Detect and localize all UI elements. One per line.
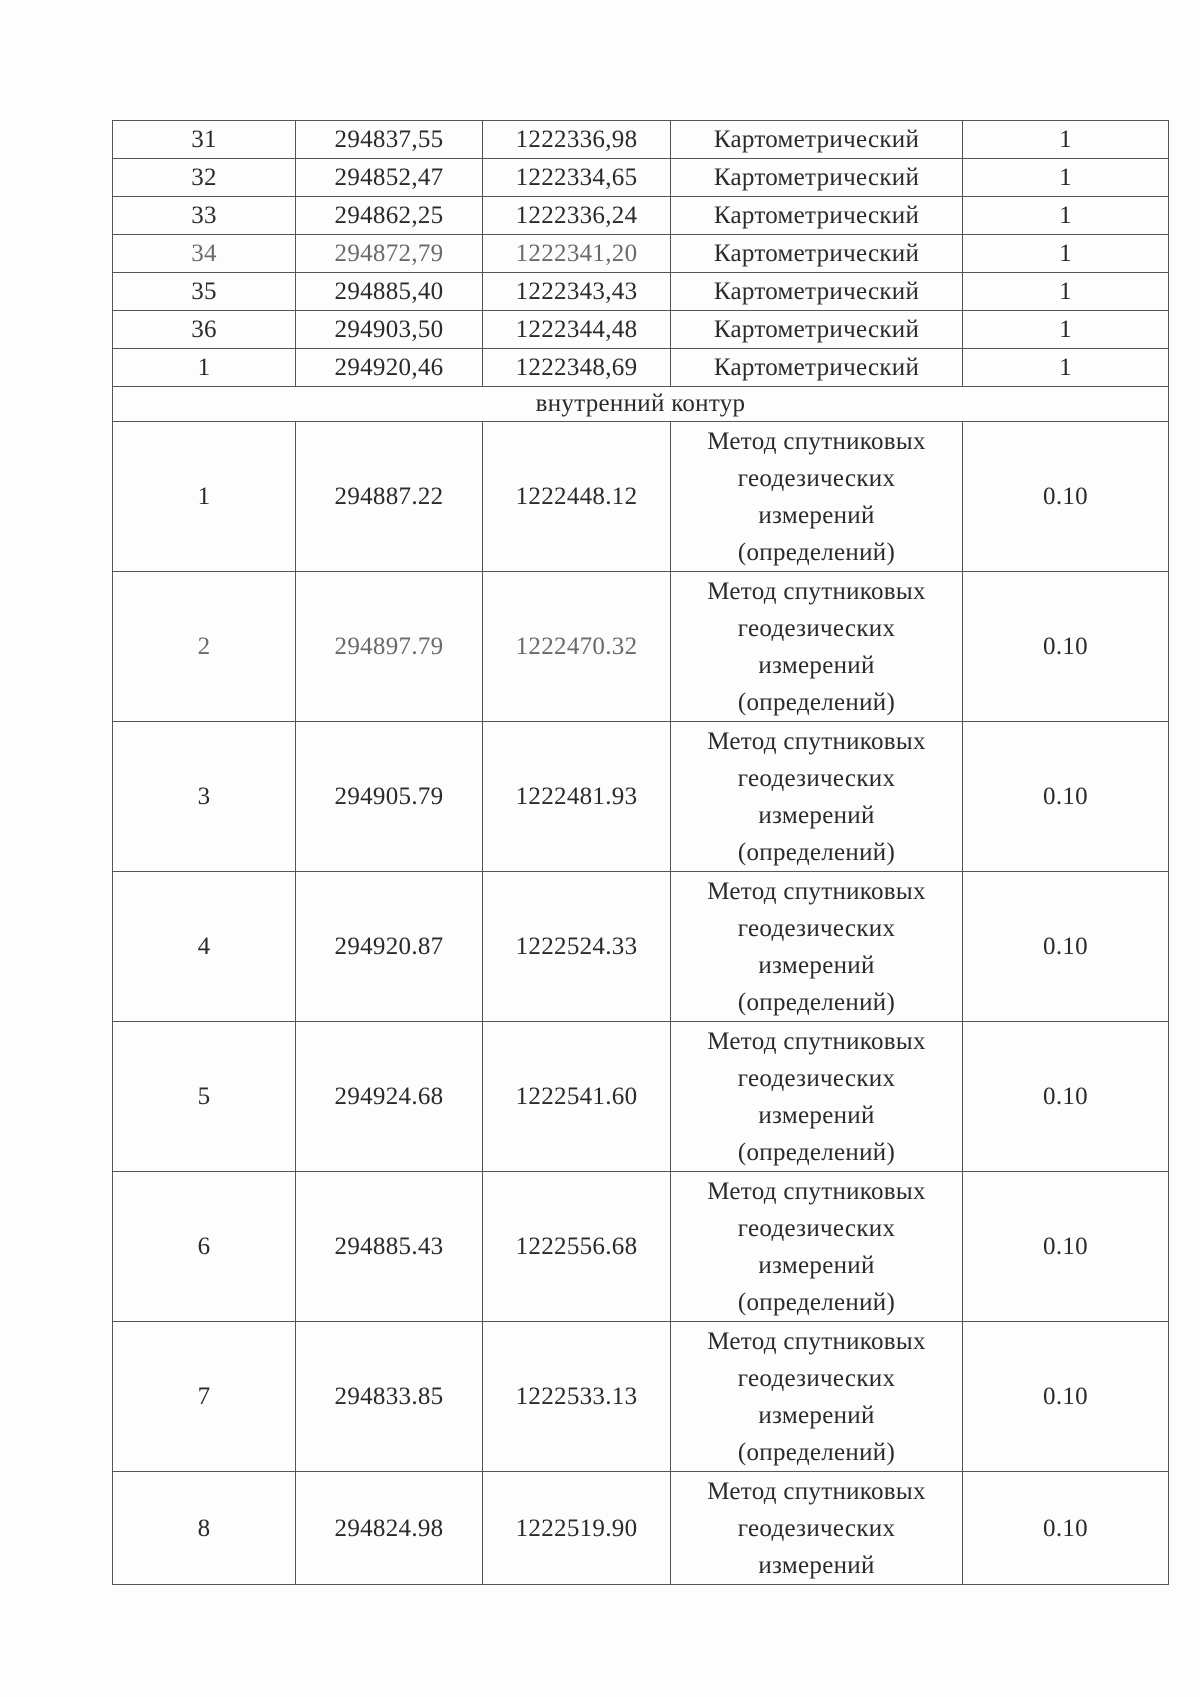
point-number-cell: 31 — [113, 121, 296, 159]
y-coordinate-cell: 1222344,48 — [483, 311, 671, 349]
method-cell: Картометрический — [671, 121, 963, 159]
table-row — [113, 1022, 1169, 1172]
section-row — [113, 387, 1169, 422]
x-coordinate-cell: 294920,46 — [296, 349, 483, 387]
point-number-cell: 4 — [113, 872, 296, 1022]
method-line: измерений — [758, 1551, 875, 1579]
point-number-cell: 3 — [113, 722, 296, 872]
x-coordinate-cell: 294897.79 — [296, 572, 483, 722]
method-line: геодезических — [737, 1514, 896, 1542]
y-coordinate-cell: 1222524.33 — [483, 872, 671, 1022]
point-number-cell: 36 — [113, 311, 296, 349]
method-line: геодезических — [737, 614, 896, 642]
error-cell: 1 — [963, 121, 1169, 159]
method-cell — [671, 1322, 963, 1472]
x-coordinate-cell: 294920.87 — [296, 872, 483, 1022]
y-coordinate-cell: 1222519.90 — [483, 1472, 671, 1585]
y-coordinate-cell: 1222343,43 — [483, 273, 671, 311]
method-line: (определений) — [737, 1438, 896, 1466]
method-line: геодезических — [737, 1064, 896, 1092]
method-cell: Картометрический — [671, 273, 963, 311]
error-cell: 0.10 — [963, 572, 1169, 722]
table-row — [113, 121, 1169, 159]
method-line: (определений) — [737, 1288, 896, 1316]
y-coordinate-cell: 1222448.12 — [483, 422, 671, 572]
table-row — [113, 1172, 1169, 1322]
error-cell: 1 — [963, 159, 1169, 197]
method-cell — [671, 722, 963, 872]
y-coordinate-cell: 1222556.68 — [483, 1172, 671, 1322]
y-coordinate-cell: 1222336,98 — [483, 121, 671, 159]
method-cell — [671, 872, 963, 1022]
error-cell: 0.10 — [963, 422, 1169, 572]
method-line: измерений — [758, 1101, 875, 1129]
table-row — [113, 1472, 1169, 1585]
table-row — [113, 872, 1169, 1022]
method-line: измерений — [758, 951, 875, 979]
error-cell: 1 — [963, 197, 1169, 235]
x-coordinate-cell: 294903,50 — [296, 311, 483, 349]
section-title-cell: внутренний контур — [113, 387, 1169, 422]
method-line: измерений — [758, 501, 875, 529]
method-cell: Картометрический — [671, 235, 963, 273]
x-coordinate-cell: 294872,79 — [296, 235, 483, 273]
method-cell — [671, 572, 963, 722]
method-cell: Картометрический — [671, 349, 963, 387]
error-cell: 1 — [963, 273, 1169, 311]
x-coordinate-cell: 294905.79 — [296, 722, 483, 872]
y-coordinate-cell: 1222348,69 — [483, 349, 671, 387]
method-line: Метод спутниковых — [707, 1177, 926, 1205]
point-number-cell: 32 — [113, 159, 296, 197]
y-coordinate-cell: 1222470.32 — [483, 572, 671, 722]
method-line: измерений — [758, 801, 875, 829]
method-line: измерений — [758, 1401, 875, 1429]
method-line: геодезических — [737, 1364, 896, 1392]
method-line: Метод спутниковых — [707, 577, 926, 605]
method-line: геодезических — [737, 764, 896, 792]
point-number-cell: 2 — [113, 572, 296, 722]
point-number-cell: 33 — [113, 197, 296, 235]
method-line: геодезических — [737, 1214, 896, 1242]
table-row — [113, 273, 1169, 311]
error-cell: 0.10 — [963, 1022, 1169, 1172]
method-line: (определений) — [737, 1138, 896, 1166]
method-cell: Картометрический — [671, 159, 963, 197]
method-line: измерений — [758, 1251, 875, 1279]
method-line: Метод спутниковых — [707, 727, 926, 755]
x-coordinate-cell: 294885,40 — [296, 273, 483, 311]
error-cell: 0.10 — [963, 1472, 1169, 1585]
y-coordinate-cell: 1222481.93 — [483, 722, 671, 872]
method-cell — [671, 1472, 963, 1585]
point-number-cell: 34 — [113, 235, 296, 273]
x-coordinate-cell: 294852,47 — [296, 159, 483, 197]
x-coordinate-cell: 294824.98 — [296, 1472, 483, 1585]
y-coordinate-cell: 1222334,65 — [483, 159, 671, 197]
method-cell: Картометрический — [671, 197, 963, 235]
table-row — [113, 349, 1169, 387]
x-coordinate-cell: 294833.85 — [296, 1322, 483, 1472]
point-number-cell: 7 — [113, 1322, 296, 1472]
coordinates-table-body — [113, 121, 1169, 1585]
method-cell — [671, 422, 963, 572]
method-line: геодезических — [737, 464, 896, 492]
y-coordinate-cell: 1222533.13 — [483, 1322, 671, 1472]
method-line: Метод спутниковых — [707, 1027, 926, 1055]
table-row — [113, 722, 1169, 872]
method-cell — [671, 1022, 963, 1172]
error-cell: 1 — [963, 349, 1169, 387]
method-line: Метод спутниковых — [707, 877, 926, 905]
table-row — [113, 311, 1169, 349]
error-cell: 1 — [963, 311, 1169, 349]
point-number-cell: 35 — [113, 273, 296, 311]
method-cell — [671, 1172, 963, 1322]
y-coordinate-cell: 1222541.60 — [483, 1022, 671, 1172]
point-number-cell: 5 — [113, 1022, 296, 1172]
table-row — [113, 572, 1169, 722]
y-coordinate-cell: 1222336,24 — [483, 197, 671, 235]
method-line: геодезических — [737, 914, 896, 942]
x-coordinate-cell: 294837,55 — [296, 121, 483, 159]
method-line: (определений) — [737, 688, 896, 716]
method-line: измерений — [758, 651, 875, 679]
error-cell: 0.10 — [963, 1322, 1169, 1472]
point-number-cell: 8 — [113, 1472, 296, 1585]
method-cell: Картометрический — [671, 311, 963, 349]
table-row — [113, 197, 1169, 235]
table-row — [113, 1322, 1169, 1472]
x-coordinate-cell: 294862,25 — [296, 197, 483, 235]
error-cell: 1 — [963, 235, 1169, 273]
point-number-cell: 1 — [113, 422, 296, 572]
method-line: (определений) — [737, 538, 896, 566]
table-row — [113, 235, 1169, 273]
table-row — [113, 159, 1169, 197]
method-line: (определений) — [737, 988, 896, 1016]
method-line: (определений) — [737, 838, 896, 866]
error-cell: 0.10 — [963, 722, 1169, 872]
point-number-cell: 1 — [113, 349, 296, 387]
x-coordinate-cell: 294924.68 — [296, 1022, 483, 1172]
method-line: Метод спутниковых — [707, 427, 926, 455]
x-coordinate-cell: 294887.22 — [296, 422, 483, 572]
error-cell: 0.10 — [963, 1172, 1169, 1322]
error-cell: 0.10 — [963, 872, 1169, 1022]
y-coordinate-cell: 1222341,20 — [483, 235, 671, 273]
point-number-cell: 6 — [113, 1172, 296, 1322]
method-line: Метод спутниковых — [707, 1327, 926, 1355]
coordinates-table — [112, 120, 1169, 1585]
method-line: Метод спутниковых — [707, 1477, 926, 1505]
x-coordinate-cell: 294885.43 — [296, 1172, 483, 1322]
table-row — [113, 422, 1169, 572]
